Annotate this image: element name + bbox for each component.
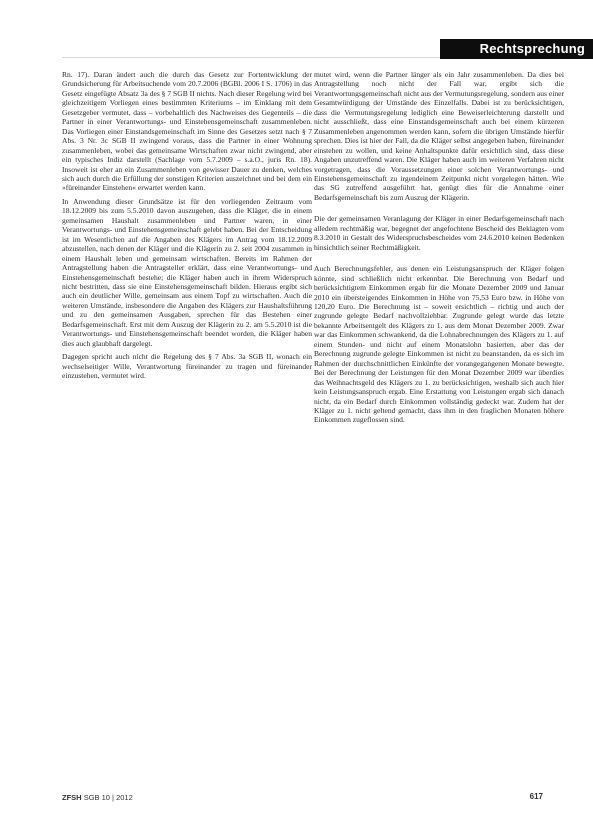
page-footer <box>62 791 543 805</box>
footer-citation <box>62 793 133 802</box>
section-label: Rechtsprechung <box>479 41 585 56</box>
issue-number: 10 | 2012 <box>101 793 133 802</box>
left-text-column <box>62 70 312 381</box>
section-header-band <box>440 39 593 59</box>
paragraph: mutet wird, wenn die Partner länger als ein Jahr zusammenleben. Da dies bei Antragstellung noch nicht der Fall war, ergibt sich die Verantwortungsgemeinschaft nicht aus der Vermutungsregelung, sondern aus einer Gesamtwürdigung der Umstände des Einzelfalls. Dabei ist zu berücksichtigen, dass die Vermutungsregelung lediglich eine Beweiserleichterung darstellt und nicht ausschließt, dass eine Einstandsgemeinschaft auch bei einem kürzeren Zusammenleben angenommen werden kann, sofern die übrigen Umstände hierfür sprechen. Dies ist hier der Fall, da die Kläger selbst angegeben haben, füreinander einstehen zu wollen, und keine Anhaltspunkte dafür ersichtlich sind, dass diese Angaben unzutreffend waren. Die Kläger haben auch im weiteren Verfahren nicht vorgetragen, dass die Voraussetzungen einer solchen Verantwortungs- und Einstehensgemeinschaft zu irgendeinem Zeitpunkt nicht vorgelegen hätten. Wie das SG zutreffend ausgeführt hat, genügt dies für die Annahme einer Bedarfsgemeinschaft bis zum Auszug der Klägerin. <box>314 70 564 202</box>
header-rule <box>62 57 440 58</box>
paragraph: Rn. 17). Daran ändert auch die durch das Gesetz zur Fortentwicklung der Grundsicherung für Arbeitsuchende vom 20.7.2006 (BGBl. 2006 I S. 1706) in das Gesetz eingefügte Absatz 3a des § 7 SGB II nichts. Nach dieser Regelung wird bei gleichzeitigem Vorliegen eines bestimmten Kriteriums – im Einklang mit dem Gesetzgeber vermutet, dass – vorbehaltlich des Nachweises des Gegenteils – die Partner in einer Verantwortungs- und Einstehensgemeinschaft zusammenleben. Das Vorliegen einer Einstandsgemeinschaft im Sinne des Gesetzes setzt nach § 7 Abs. 3 Nr. 3c SGB II zwingend voraus, dass die Partner in einer Wohnung zusammenleben, wobei das gemeinsame Wirtschaften zwar nicht zwingend, aber ein typisches Indiz darstellt (Sachlage vom 5.7.2009 – s.a.O., juris Rn. 18). Insoweit ist eher an ein Zusammenleben von gewisser Dauer zu denken, welches sich auch durch die Erfüllung der sonstigen Kriterien auszeichnet und bei dem ein »füreinander Einstehen« erwartet werden kann. <box>62 70 312 193</box>
paragraph: Auch Berechnungsfehler, aus denen ein Leistungsanspruch der Kläger folgen könnte, sind schließlich nicht erkennbar. Die Berechnung von Bedarf und berücksichtigtem Einkommen ergab für die Monate Dezember 2009 und Januar 2010 ein übersteigendes Einkommen in Höhe von 75,53 Euro bzw. in Höhe von 120,20 Euro. Die Berechnung ist – soweit ersichtlich – richtig und auch der zugrunde gelegte Bedarf nachvollziehbar. Zugrunde gelegt wurde das letzte bekannte Arbeitsentgelt des Klägers zu 1. aus dem Monat Dezember 2009. Zwar war das Einkommen schwankend, da die Lohnabrechnungen des Klägers zu 1. auf einem Stunden- und nicht auf einem Monatslohn basierten, aber das der Berechnung zugrunde gelegte Einkommen ist nicht zu beanstanden, da es sich im Rahmen der durchschnittlichen Einkünfte der vorangegangenen Monate bewegte. Bei der Berechnung der Leistungen für den Monat Dezember 2009 war überdies das Weihnachtsgeld des Klägers zu 1. zu berücksichtigen, weshalb sich auch hier kein Leistungsanspruch ergab. Eine Erstattung von Leistungen ergab sich danach nicht, da ein Bedarf durch Einkommen vollständig gedeckt war. Zudem hat der Kläger zu 1. nicht geltend gemacht, dass ihm in den fraglichen Monaten höhere Einkommen zugeflossen sind. <box>314 264 564 425</box>
paragraph: Dagegen spricht auch nicht die Regelung des § 7 Abs. 3a SGB II, wonach ein wechselseitiger Wille, Verantwortung füreinander zu tragen und füreinander einzustehen, vermutet wird. <box>62 352 312 381</box>
journal-suffix: SGB <box>83 793 100 802</box>
paragraph: Die der gemeinsamen Veranlagung der Kläger in einer Bedarfsgemeinschaft nach alledem rechtmäßig war, begegnet der angefochtene Bescheid des Beklagten vom 8.3.2010 in Gestalt des Widerspruchsbescheides vom 24.6.2010 keinen Bedenken hinsichtlich seiner Rechtmäßigkeit. <box>314 214 564 252</box>
journal-name: ZFSH <box>62 793 82 802</box>
page-number: 617 <box>529 792 543 801</box>
paragraph: In Anwendung dieser Grundsätze ist für den vorliegenden Zeitraum vom 18.12.2009 bis zum 5.5.2010 davon auszugehen, dass die Kläger, die in einem gemeinsamen Haushalt zusammenleben und Partner waren, in einer Verantwortungs- und Einstehensgemeinschaft gelebt haben. Bei der Entscheidung ist im Wesentlichen auf die Angaben des Klägers im Antrag vom 18.12.2009 abzustellen, nach denen der Kläger und die Klägerin zu 2. seit 2004 zusammen in einem Haushalt leben und gemeinsam wirtschaften. Bereits im Rahmen der Antragstellung haben die Antragsteller erklärt, dass eine Verantwortungs- und Einstehensgemeinschaft bestehe; die Kläger haben auch in ihrem Widerspruch nicht bestritten, dass sie eine Einstehensgemeinschaft bilden. Hieraus ergibt sich auch ein deutlicher Wille, gemeinsam aus einem Topf zu wirtschaften. Auch die weiteren Umstände, insbesondere die Angaben des Klägers zur Haushaltsführung und zu den gemeinsamen Ausgaben, sprechen für das Bestehen einer Bedarfsgemeinschaft. Erst mit dem Auszug der Klägerin zu 2. am 5.5.2010 ist die Verantwortungs- und Einstehensgemeinschaft beendet worden, die Kläger haben dies auch glaubhaft dargelegt. <box>62 196 312 348</box>
right-text-column <box>314 70 564 425</box>
